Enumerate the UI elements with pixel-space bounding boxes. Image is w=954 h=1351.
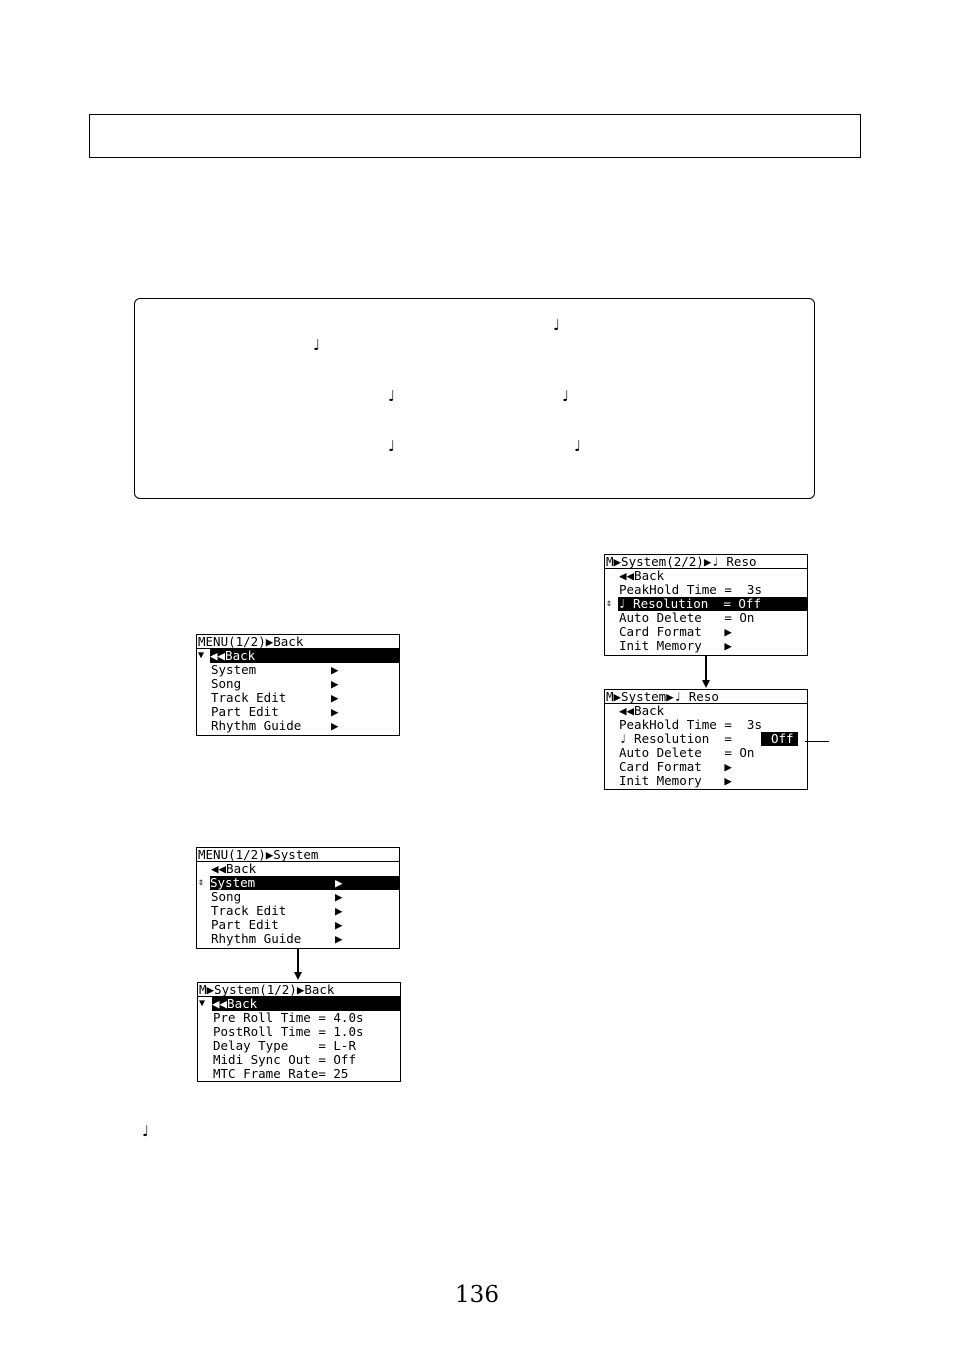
quarter-note-icon: ♩ [553,316,561,334]
lcd-row-label [210,876,399,890]
lcd-row [197,918,399,932]
lcd-screen-menu-back [196,634,400,736]
note-box [134,298,815,499]
right-arrow-icon: ▶ [335,931,343,946]
lcd-row [197,862,399,876]
lcd-row-label: Part Edit [211,917,279,932]
quarter-note-icon: ♩ [313,336,321,354]
down-arrow-icon [702,680,710,688]
lcd-row-label: Card Format ▶ [619,624,732,639]
lcd-row-label: ◀◀Back [211,861,257,876]
lcd-row [197,677,399,691]
lcd-row-label: ◀◀Back [619,568,665,583]
lcd-row [605,639,807,653]
right-arrow-icon: ▶ [331,718,339,733]
lcd-row-label: ◀◀Back [619,703,665,718]
lcd-screen-system-reso [604,689,808,790]
lcd-row [197,663,399,677]
lcd-row [198,1053,400,1067]
lcd-row [605,597,807,611]
lcd-row [605,732,807,746]
lcd-row-label: Auto Delete = On [619,745,755,760]
lcd-row [605,760,807,774]
lcd-row-label: Delay Type = L-R [213,1038,356,1053]
down-arrow-icon [294,972,302,980]
section-header-box [89,114,861,158]
lcd-row [605,718,807,732]
quarter-note-icon: ♩ [562,387,570,405]
quarter-note-icon: ♩ [574,437,582,455]
lcd-screen-menu-system [196,847,400,949]
up-down-icon: ⇕ [606,598,613,609]
lcd-row-label: Rhythm Guide [211,931,302,946]
lcd-row [197,691,399,705]
lcd-row-label: ♩ Resolution = [619,731,740,746]
flow-arrow-line [705,656,707,680]
lcd-title: M▶System▶♩ Reso [605,690,807,704]
lcd-row-label: Song [211,676,242,691]
lcd-title: M▶System(2/2)▶♩ Reso [605,555,807,569]
quarter-note-icon: ♩ [142,1122,150,1140]
right-arrow-icon: ▶ [335,889,343,904]
lcd-row-label: PeakHold Time = 3s [619,717,762,732]
lcd-row-label: Init Memory ▶ [619,773,732,788]
lcd-title: MENU(1/2)▶Back [197,635,399,649]
right-arrow-icon: ▶ [335,875,343,890]
lcd-row [198,1039,400,1053]
callout-line [805,741,829,742]
lcd-row-label: Rhythm Guide [211,718,302,733]
lcd-row [197,876,399,890]
lcd-row [605,774,807,788]
flow-arrow-line [297,949,299,973]
lcd-row [605,583,807,597]
lcd-row-label: Card Format ▶ [619,759,732,774]
lcd-row [605,704,807,718]
lcd-row-label: ◀◀Back [210,649,399,663]
right-arrow-icon: ▶ [335,903,343,918]
lcd-row [197,890,399,904]
down-triangle-icon: ▼ [198,650,205,661]
lcd-row-label: Pre Roll Time = 4.0s [213,1010,364,1025]
lcd-row-label: PeakHold Time = 3s [619,582,762,597]
right-arrow-icon: ▶ [331,690,339,705]
lcd-row-label: Midi Sync Out = Off [213,1052,356,1067]
quarter-note-icon: ♩ [388,437,396,455]
down-triangle-icon: ▼ [199,998,206,1009]
up-down-icon: ⇕ [198,877,205,888]
lcd-row-label: Track Edit [211,690,287,705]
lcd-row [605,569,807,583]
right-arrow-icon: ▶ [331,662,339,677]
lcd-row [605,625,807,639]
resolution-value: Off [761,732,798,746]
lcd-row [605,746,807,760]
lcd-title: MENU(1/2)▶System [197,848,399,862]
quarter-note-icon: ♩ [388,387,396,405]
lcd-row-label: ◀◀Back [212,997,400,1011]
lcd-row-label: Auto Delete = On [619,610,755,625]
lcd-row-label: ♩ Resolution = Off [618,597,807,611]
lcd-row [198,1011,400,1025]
lcd-row [198,1067,400,1081]
lcd-row [197,904,399,918]
right-arrow-icon: ▶ [331,676,339,691]
lcd-row-text: System [210,875,256,890]
lcd-row-label: Track Edit [211,903,287,918]
lcd-row [198,1025,400,1039]
lcd-row-label: Init Memory ▶ [619,638,732,653]
lcd-screen-system-page2 [604,554,808,656]
lcd-screen-system-page1 [197,982,401,1082]
right-arrow-icon: ▶ [331,704,339,719]
lcd-row-label: PostRoll Time = 1.0s [213,1024,364,1039]
lcd-row [605,611,807,625]
right-arrow-icon: ▶ [335,917,343,932]
lcd-title: M▶System(1/2)▶Back [198,983,400,997]
lcd-row-label: MTC Frame Rate= 25 [213,1066,349,1081]
lcd-row [197,649,399,663]
lcd-row [197,719,399,733]
page-number: 136 [455,1282,499,1308]
lcd-row-label: System [211,662,257,677]
lcd-row-label: Part Edit [211,704,279,719]
lcd-row [197,705,399,719]
lcd-row-label: Song [211,889,242,904]
lcd-row [198,997,400,1011]
lcd-row [197,932,399,946]
